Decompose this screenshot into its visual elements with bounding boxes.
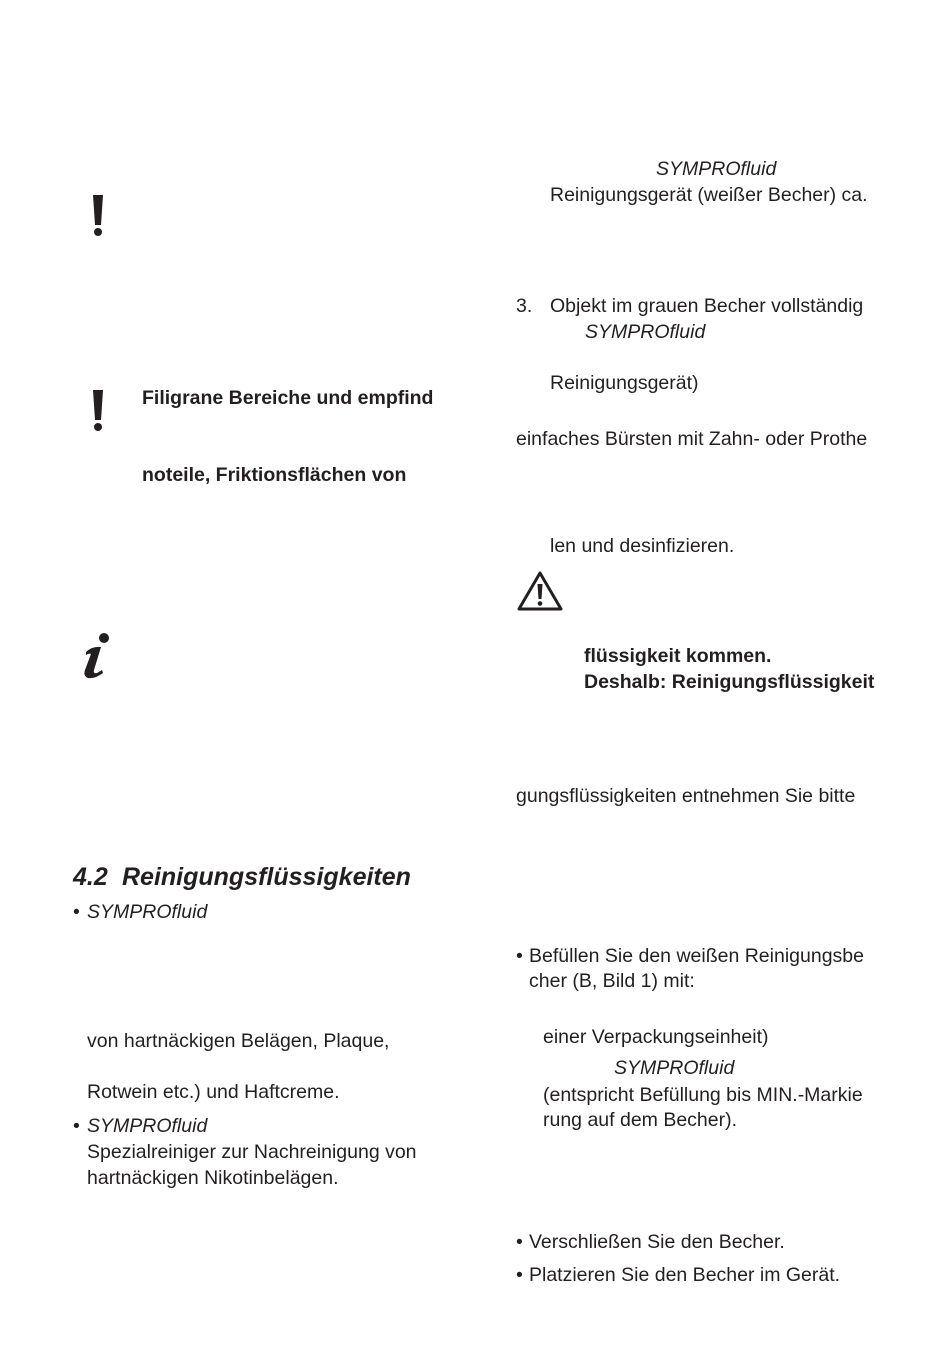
body-text: Spezialreiniger zur Nachreinigung von	[87, 1141, 417, 1163]
step-number: 3.	[516, 295, 533, 317]
bullet: •	[516, 1264, 523, 1286]
body-text: Befüllen Sie den weißen Reinigungsbe	[529, 945, 864, 967]
body-text: hartnäckigen Nikotinbelägen.	[87, 1167, 339, 1189]
body-text: von hartnäckigen Belägen, Plaque,	[87, 1030, 390, 1052]
bullet: •	[516, 1231, 523, 1253]
exclamation-icon	[91, 390, 105, 432]
fluid-name: SYMPROfluid	[585, 321, 706, 343]
body-text: gungsflüssigkeiten entnehmen Sie bitte	[516, 785, 856, 807]
body-text: rung auf dem Becher).	[543, 1109, 738, 1131]
fluid-name: SYMPROfluid	[87, 901, 208, 923]
info-icon	[82, 632, 114, 680]
body-text: Reinigungsgerät (weißer Becher) ca.	[550, 184, 868, 206]
body-text: Reinigungsgerät)	[550, 372, 699, 394]
warning-bold-line: Deshalb: Reinigungsflüssigkeit	[584, 671, 875, 693]
body-text: len und desinfizieren.	[550, 535, 735, 557]
bullet: •	[516, 945, 523, 967]
body-text: einer Verpackungseinheit)	[543, 1026, 769, 1048]
body-text: einfaches Bürsten mit Zahn- oder Prothe	[516, 428, 868, 450]
body-text: Objekt im grauen Becher vollständig	[550, 295, 864, 317]
fluid-name: SYMPROfluid	[656, 158, 777, 180]
section-number: 4.2	[73, 863, 108, 891]
note-bold-line: noteile, Friktionsflächen von	[142, 464, 407, 486]
bullet: •	[73, 901, 80, 923]
warning-triangle-icon	[516, 570, 564, 612]
body-text: cher (B, Bild 1) mit:	[529, 970, 695, 992]
section-title: Reinigungsflüssigkeiten	[122, 863, 411, 891]
note-bold-line: Filigrane Bereiche und empfind	[142, 387, 434, 409]
exclamation-icon	[91, 195, 105, 237]
fluid-name: SYMPROfluid	[614, 1057, 735, 1079]
body-text: Platzieren Sie den Becher im Gerät.	[529, 1264, 841, 1286]
body-text: Rotwein etc.) und Haftcreme.	[87, 1081, 340, 1103]
body-text: (entspricht Befüllung bis MIN.-Markie	[543, 1084, 863, 1106]
fluid-name: SYMPROfluid	[87, 1115, 208, 1137]
bullet: •	[73, 1115, 80, 1137]
warning-bold-line: flüssigkeit kommen.	[584, 645, 772, 667]
body-text: Verschließen Sie den Becher.	[529, 1231, 785, 1253]
